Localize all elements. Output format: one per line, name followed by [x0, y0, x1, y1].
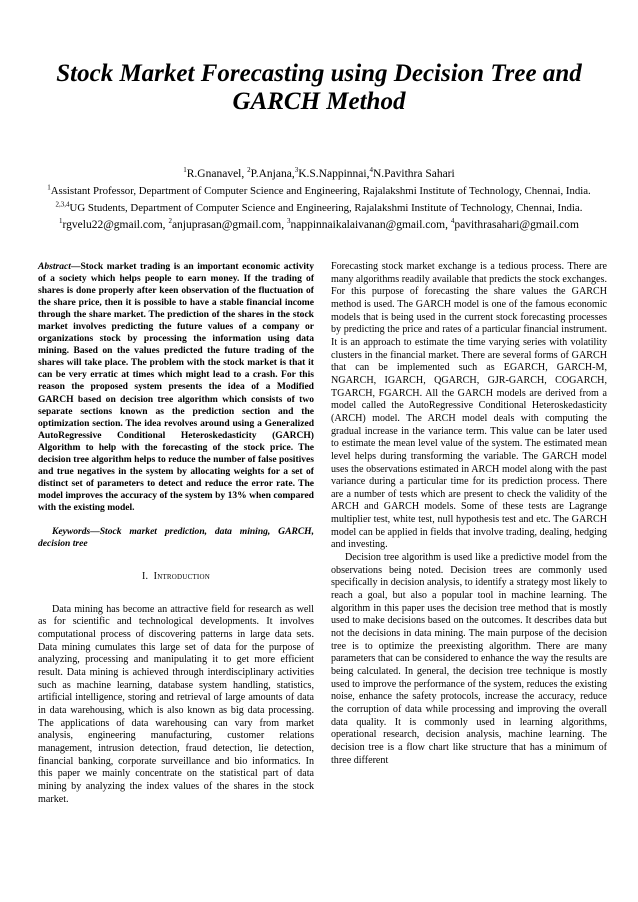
email-3-sup: 3: [286, 217, 291, 226]
left-column: [38, 261, 314, 806]
email-4-sup: 4: [450, 217, 455, 226]
abstract: [38, 261, 314, 514]
paper-title: Stock Market Forecasting using Decision Tree and GARCH Method: [56, 60, 582, 115]
section-heading-introduction: [38, 571, 314, 584]
right-paragraph-2: Decision tree algorithm is used like a predictive model from the observations being noted. Decision trees are commonly used specifically in decision analysis, to identify a strategy most likely to reach a goal, but also a popular tool in machine learning. The algorithm in this paper uses the decision tree method that is mostly used to make decisions based on the outcomes. It describes data but not the decisions in data mining. The main purpose of the decision tree is to optimize the preexisting algorithm. There are many parameters that can be considered to enhance the way the results are being calculated. In general, the decision tree technique is mostly used to improve the performance of the system, reduces the existing noise, enhance the safety protocols, increase the accuracy, reduce the corruption of data while processing and improving the overall data quality. It is commonly used in learning algorithms, operational research, decision analysis, machine learning. The decision tree is a flow chart like structure that has a minimum of three different: [331, 552, 607, 766]
email-2: anjuprasan@gmail.com,: [171, 219, 287, 231]
right-column: [331, 261, 607, 767]
keywords: Keywords—Stock market prediction, data mining, GARCH, decision tree: [38, 525, 314, 550]
section-number: I.: [142, 571, 149, 583]
email-2-sup: 2: [168, 217, 172, 226]
author-1-name: R.Gnanavel,: [186, 168, 248, 180]
right-paragraph-1: Forecasting stock market exchange is a tedious process. There are many algorithms readily available that predicts the stock exchanges. For this purpose of forecasting the share values the GARCH method is used. The GARCH model is one of the famous economic models that is being used in the current stock forecasting processes by predicting the price and rates of a particular financial instrument. It is an approach to estimate the time varying series with volatility clusters in the financial market. There are several forms of GARCH that can be implemented such as EGARCH, GARCH-M, NGARCH, IGARCH, QGARCH, GJR-GARCH, COGARCH, TGARCH, FGARCH. All the GARCH models are derived from a model called the AutoRegressive Conditional Heteroskedasticity (ARCH) model. The ARCH model deals with computing the gradual increase in the variance term. This value can be later used to estimate the mean level value of the system. The estimated mean level helps during transforming the variable. The GARCH model uses the observations estimated in ARCH model along with the past variance during a particular time for its prediction process. There are a number of tests which are present to check the validity of the ARCH and GARCH models. Some of these tests are Lagrange multiplier test, white test, null hypothesis test and etc. The GARCH model can be applied in fields that involve trading, dealing, hedging and investing.: [331, 261, 607, 551]
author-3-name: K.S.Nappinnai,: [298, 168, 370, 180]
affiliation-2: [0, 202, 638, 215]
affiliation-1: [0, 185, 638, 198]
affiliation-2-text: UG Students, Department of Computer Science and Engineering, Rajalakshmi Institute of Technology, Chennai, India.: [69, 202, 583, 214]
affiliation-1-sup: 1: [47, 183, 51, 192]
email-list: [0, 218, 638, 232]
author-4-name: N.Pavithra Sahari: [372, 168, 455, 180]
intro-paragraph-1: Data mining has become an attractive field for research as well as for scientific and technological developments. It involves computational process of discovering patterns in large data sets. Data mining cumulates this large set of data for the purpose of analyzing, processing and manipulating it to get more efficient result. Data mining is achieved through interdisciplinary activities such as machine learning, database system handling, statistics, artificial intelligence, storing and retrieval of large amounts of data in data warehousing, which is also known as big data processing. The applications of data warehousing can vary from market analysis, engineering manufacturing, customer relations management, intrusion detection, fraud detection, lie detection, financial banking, corporate surveillance and bio informatics. In this paper we mainly concentrate on the statistical part of data mining by analyzing the index values of the shares in the stock market.: [38, 603, 314, 805]
email-1: rgvelu22@gmail.com,: [62, 219, 169, 231]
affiliation-2-sup: 2,3,4: [55, 200, 70, 209]
abstract-lead: Abstract: [38, 261, 71, 272]
author-2-name: P.Anjana,: [250, 168, 295, 180]
author-list: [0, 167, 638, 181]
affiliation-1-text: Assistant Professor, Department of Computer Science and Engineering, Rajalakshmi Institute of Technology, Chennai, India.: [50, 185, 591, 197]
author-2-sup: 2: [247, 166, 251, 175]
author-3-sup: 3: [294, 166, 299, 175]
email-3: nappinnaikalaivanan@gmail.com,: [290, 219, 451, 231]
author-1-sup: 1: [183, 166, 187, 175]
section-title: Introduction: [153, 571, 210, 583]
email-4: pavithrasahari@gmail.com: [454, 219, 579, 231]
email-1-sup: 1: [59, 217, 63, 226]
abstract-text: —Stock market trading is an important economic activity of a society which helps people to earn money. If the trading of shares is done properly after keen observation of the fluctuation of the share price, then it is possible to have a stable financial income through the share market. The prediction of the shares in the stock market involves predicting the future values of a company or organizations stock by processing the information using data mining. Based on the values predicted the future trading of the shares will take place. The problem with the stock market is that it can be very erratic at times which might lead to a crash. For this reason the proposed system presents the idea of a Modified GARCH based on decision tree algorithm which consists of two separate sections known as the prediction section and the optimization section. The idea revolves around using a Generalized AutoRegressive Conditional Heteroskedasticity (GARCH) Algorithm to help with the forecasting of the stock price. The decision tree algorithm helps to reduce the number of false positives and true negatives in the system by allocating weights for a set of distinct set of parameters to detect and reduce the error rate. The model improves the accuracy of the system by 13% when compared with the existing model.: [38, 261, 314, 513]
author-4-sup: 4: [369, 166, 373, 175]
